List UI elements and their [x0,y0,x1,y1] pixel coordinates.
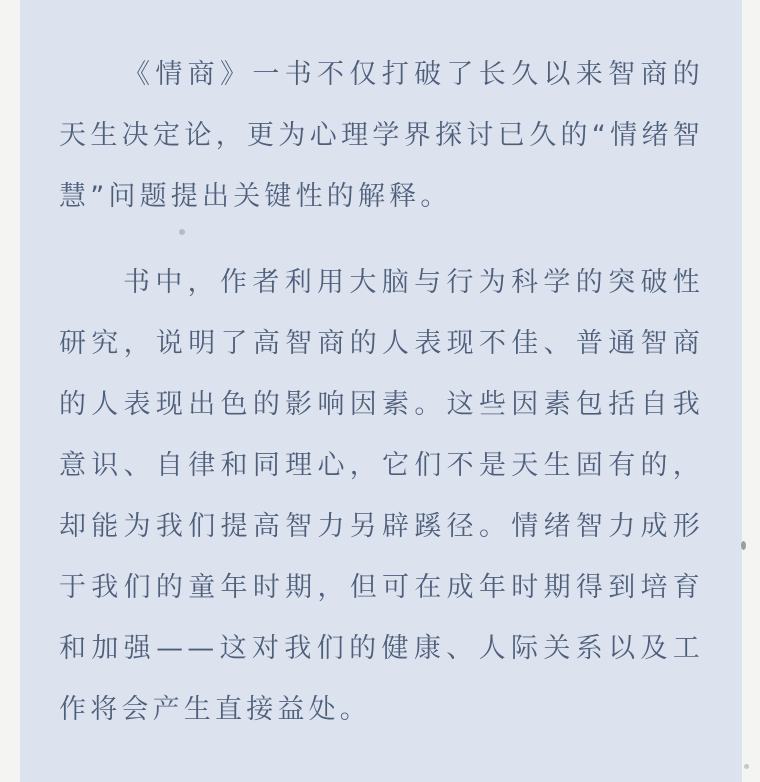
paper-speck [744,764,749,769]
article-body [59,44,704,740]
paper-speck [741,541,746,550]
paragraph-research: 书中，作者利用大脑与行为科学的突破性研究，说明了高智商的人表现不佳、普通智商的人表现出色的影响因素。这些因素包括自我意识、自律和同理心，它们不是天生固有的，却能为我们提高智力另辟蹊径。情绪智力成形于我们的童年时期，但可在成年时期得到培育和加强——这对我们的健康、人际关系以及工作将会产生直接益处。 [59,267,704,725]
paragraph-intro: 《情商》一书不仅打破了长久以来智商的天生决定论，更为心理学界探讨已久的“情绪智慧”问题提出关键性的解释。 [59,59,704,212]
